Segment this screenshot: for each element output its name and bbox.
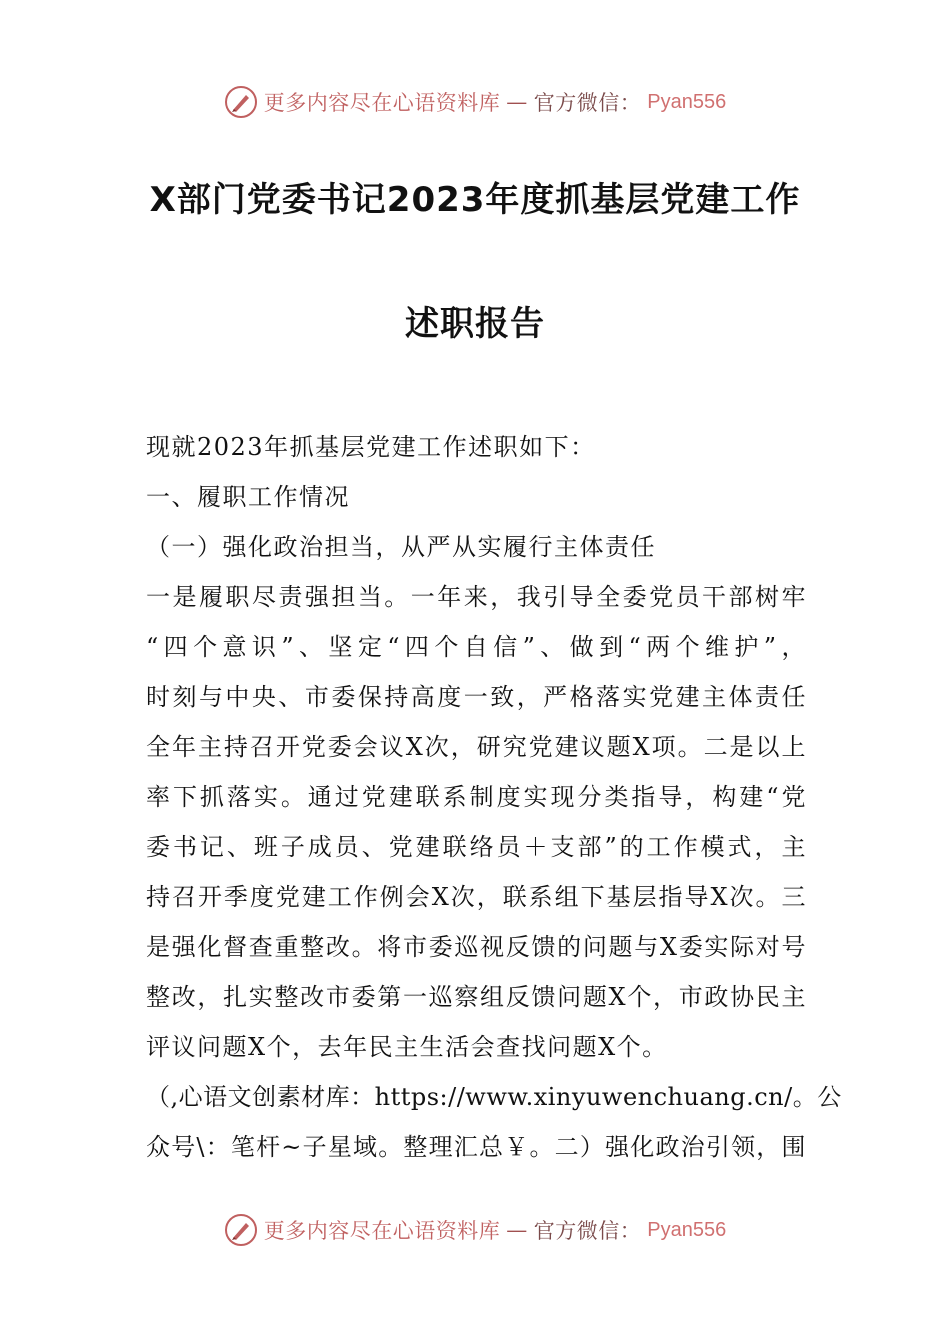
watermark-dash: — [506, 90, 528, 114]
subsection-heading: （一）强化政治担当，从严从实履行主体责任 [146, 533, 656, 561]
body-line: 委书记、班子成员、党建联络员＋支部”的工作模式，主 [146, 833, 806, 861]
watermark-label: 官方微信： [533, 91, 642, 115]
body-line: 现就2023年抓基层党建工作述职如下： [146, 433, 596, 461]
section-heading: 一、履职工作情况 [146, 483, 350, 511]
pen-logo-icon [224, 85, 258, 119]
body-line: 众号\：笔杆~子星域。整理汇总￥。二）强化政治引领，围 [146, 1133, 806, 1161]
body-line: 持召开季度党建工作例会X次，联系组下基层指导X次。三 [146, 883, 806, 911]
watermark-label: 官方微信： [533, 1219, 642, 1243]
footer-watermark [0, 1208, 950, 1252]
document-title-line-1: X部门党委书记2023年度抓基层党建工作 [149, 180, 801, 220]
body-line: 全年主持召开党委会议X次，研究党建议题X项。二是以上 [146, 733, 806, 761]
body-line: 评议问题X个，去年民主生活会查找问题X个。 [146, 1033, 668, 1061]
watermark-wechat-id: Pyan556 [647, 90, 727, 113]
body-line: 率下抓落实。通过党建联系制度实现分类指导，构建“党 [146, 783, 806, 811]
watermark-dash: — [506, 1218, 528, 1242]
watermark-wechat-id: Pyan556 [647, 1218, 727, 1241]
header-watermark [0, 80, 950, 124]
pen-logo-icon [224, 1213, 258, 1247]
body-line: （,心语文创素材库：https://www.xinyuwenchuang.cn/。公 [146, 1083, 842, 1111]
body-line: “四个意识”、坚定“四个自信”、做到“两个维护”， [146, 633, 806, 661]
document-title-line-2: 述职报告 [405, 304, 545, 344]
watermark-brand: 更多内容尽在心语资料库 [263, 91, 501, 115]
body-line: 时刻与中央、市委保持高度一致，严格落实党建主体责任 [146, 683, 806, 711]
document-body [146, 422, 842, 1172]
watermark-brand: 更多内容尽在心语资料库 [263, 1219, 501, 1243]
body-line: 整改，扎实整改市委第一巡察组反馈问题X个，市政协民主 [146, 983, 806, 1011]
body-line: 是强化督查重整改。将市委巡视反馈的问题与X委实际对号 [146, 933, 806, 961]
body-line: 一是履职尽责强担当。一年来，我引导全委党员干部树牢 [146, 583, 806, 611]
